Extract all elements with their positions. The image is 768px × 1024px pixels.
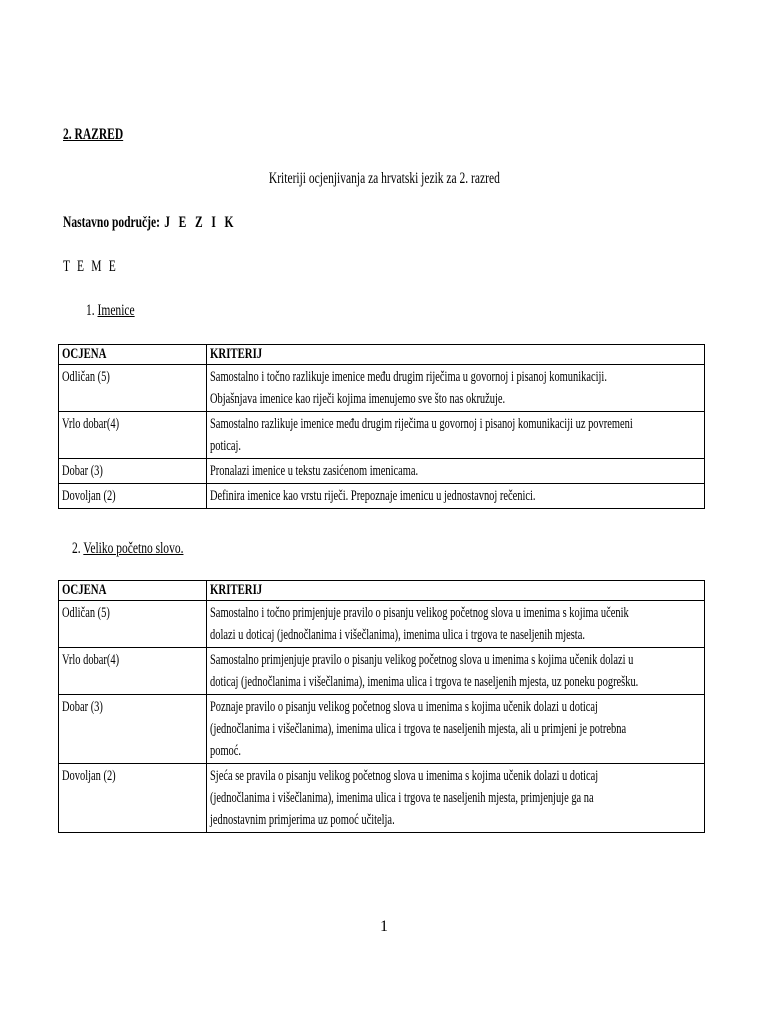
topic-1-title: Imenice (97, 302, 135, 319)
table-row (59, 412, 705, 459)
table-row (59, 365, 705, 412)
column-header-criteria: KRITERIJ (207, 345, 705, 365)
grade-cell: Odličan (5) (59, 365, 207, 412)
topic-1-number: 1. (86, 302, 95, 319)
page-number: 1 (380, 918, 388, 935)
criteria-cell: Samostalno razlikuje imenice među drugim riječima u govornoj i pisanoj komunikaciji uz povremeni poticaj. (207, 412, 705, 459)
grade-heading: 2. RAZRED (63, 126, 124, 143)
column-header-criteria: KRITERIJ (207, 581, 705, 601)
grade-cell: Dovoljan (2) (59, 764, 207, 833)
grade-cell: Vrlo dobar(4) (59, 412, 207, 459)
criteria-cell: Definira imenice kao vrstu riječi. Prepoznaje imenicu u jednostavnoj rečenici. (207, 484, 705, 509)
criteria-cell: Sjeća se pravila o pisanju velikog početnog slova u imenima s kojima učenik dolazi u doticaj (jednočlanima i višečlanima), imenima ulica i trgova te naseljenih mjesta, primjenjuje ga na jednostavnim primjerima uz pomoć učitelja. (207, 764, 705, 833)
grade-cell: Dobar (3) (59, 695, 207, 764)
topic-1-heading (86, 302, 135, 320)
grade-cell: Dobar (3) (59, 459, 207, 484)
criteria-cell: Poznaje pravilo o pisanju velikog početnog slova u imenima s kojima učenik dolazi u doticaj (jednočlanima i višečlanima), imenima ulica i trgova te naseljenih mjesta, ali u primjeni je potrebna pomoć. (207, 695, 705, 764)
topic-2-heading (72, 540, 183, 558)
table-row (59, 695, 705, 764)
criteria-cell: Samostalno primjenjuje pravilo o pisanju velikog početnog slova u imenima s kojima učenik dolazi u doticaj (jednočlanima i višečlanima), imenima ulica i trgova te naseljenih mjesta, uz poneku pogrešku. (207, 648, 705, 695)
table-row (59, 459, 705, 484)
document-title (0, 170, 768, 188)
topic-2-title: Veliko početno slovo. (83, 540, 184, 557)
subject-area-value: J E Z I K (164, 214, 237, 231)
criteria-cell: Samostalno i točno razlikuje imenice među drugim riječima u govornoj i pisanoj komunikaciji. Objašnjava imenice kao riječi kojima imenujemo sve što nas okružuje. (207, 365, 705, 412)
criteria-cell: Samostalno i točno primjenjuje pravilo o pisanju velikog početnog slova u imenima s kojima učenik dolazi u doticaj (jednočlanima i višečlanima), imenima ulica i trgova te naseljenih mjesta. (207, 601, 705, 648)
table-row (59, 648, 705, 695)
criteria-table-2 (58, 580, 705, 833)
subject-area (63, 214, 236, 232)
subject-area-label: Nastavno područje: (63, 214, 160, 231)
topic-2-number: 2. (72, 540, 81, 557)
table-header-row (59, 345, 705, 365)
criteria-table-1 (58, 344, 705, 509)
topics-heading: T E M E (63, 258, 118, 275)
table-row (59, 484, 705, 509)
document-title-text: Kriteriji ocjenjivanja za hrvatski jezik za 2. razred (268, 170, 500, 187)
column-header-grade: OCJENA (59, 345, 207, 365)
table-row (59, 601, 705, 648)
grade-cell: Vrlo dobar(4) (59, 648, 207, 695)
grade-cell: Dovoljan (2) (59, 484, 207, 509)
table-row (59, 764, 705, 833)
criteria-cell: Pronalazi imenice u tekstu zasićenom imenicama. (207, 459, 705, 484)
grade-cell: Odličan (5) (59, 601, 207, 648)
table-header-row (59, 581, 705, 601)
column-header-grade: OCJENA (59, 581, 207, 601)
